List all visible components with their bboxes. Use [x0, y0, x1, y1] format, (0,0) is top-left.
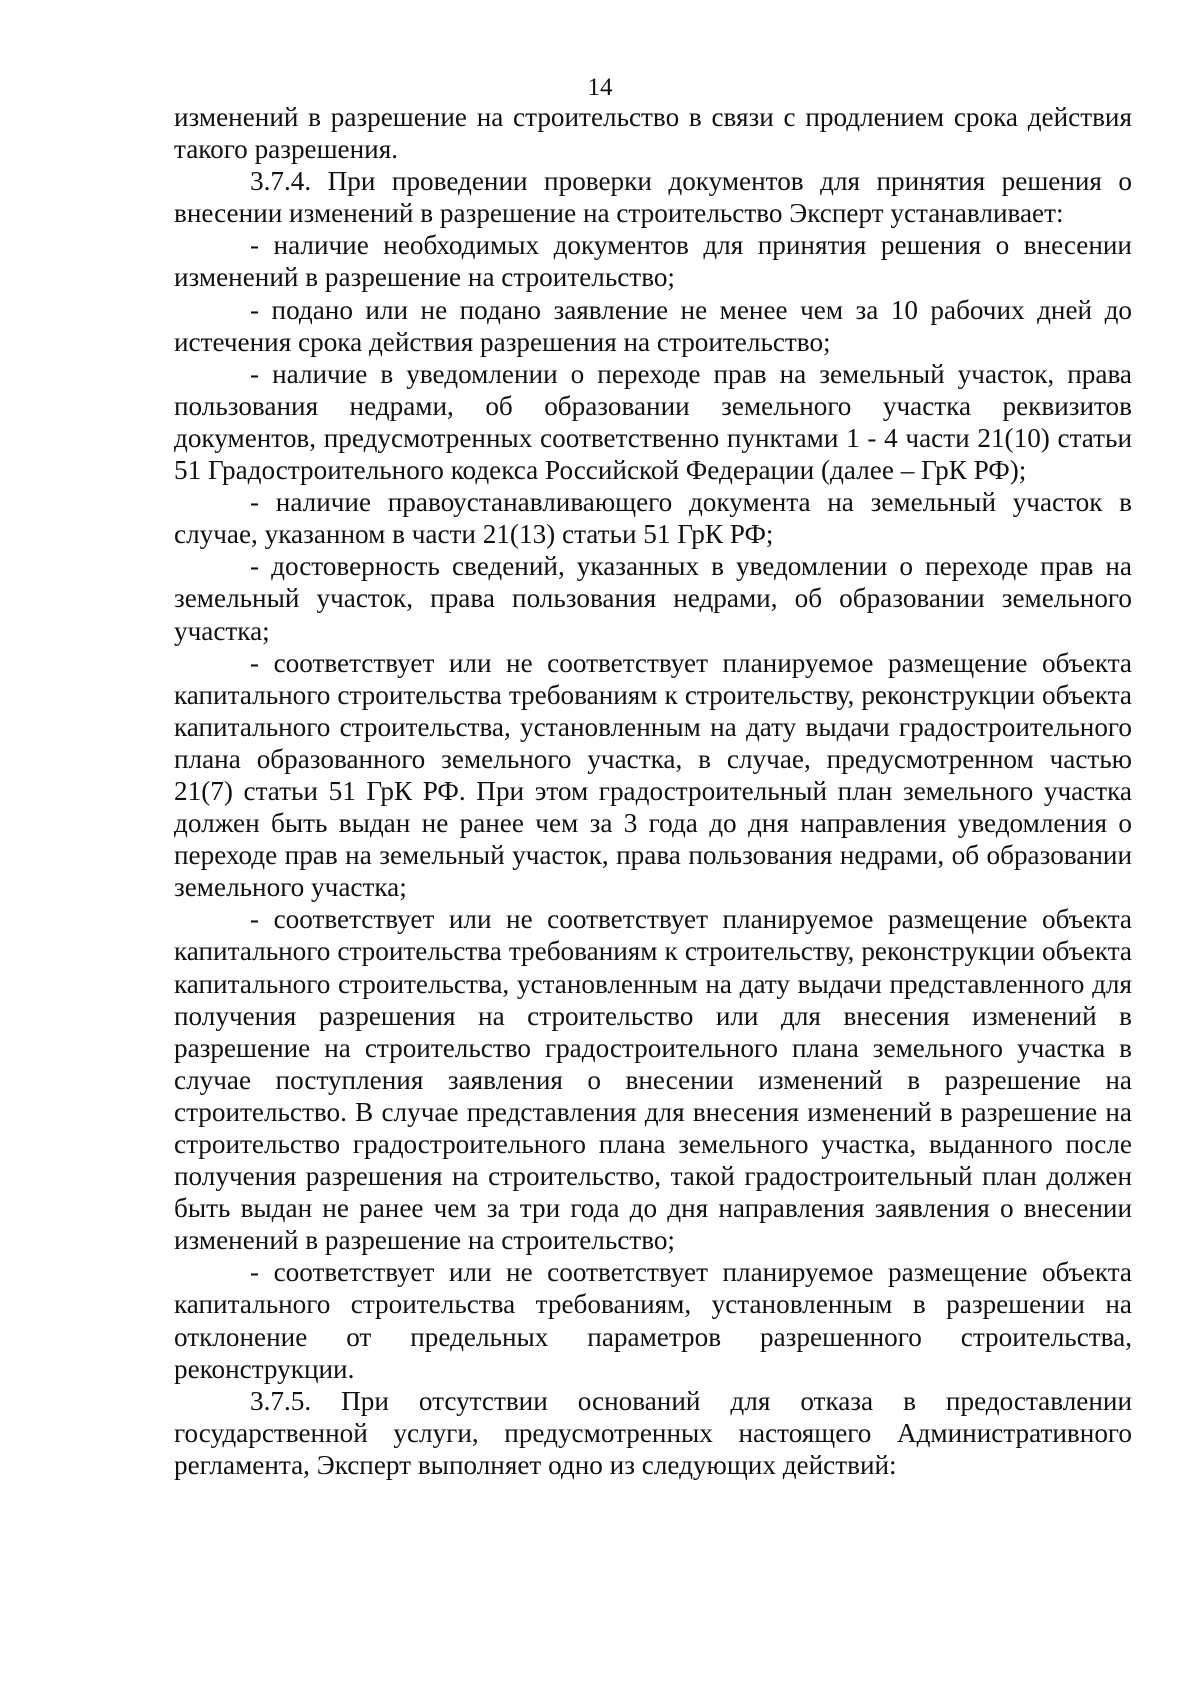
document-body	[174, 101, 1132, 1481]
list-item-compliance-formed-plot: - соответствует или не соответствует планируемое размещение объекта капитального строительства требованиям к строительству, реконструкции объекта капитального строительства, установленным на дату выдачи градостроительного плана образованного земельного участка, в случае, предусмотренном частью 21(7) статьи 51 ГрК РФ. При этом градостроительный план земельного участка должен быть выдан не ранее чем за 3 года до дня направления уведомления о переходе прав на земельный участок, права пользования недрами, об образовании земельного участка;	[174, 647, 1132, 903]
list-item-title-document: - наличие правоустанавливающего документа на земельный участок в случае, указанном в части 21(13) статьи 51 ГрК РФ;	[174, 487, 1132, 550]
page-number: 14	[587, 74, 613, 101]
paragraph-3-7-5: 3.7.5. При отсутствии оснований для отказа в предоставлении государственной услуги, предусмотренных настоящего Административного регламента, Эксперт выполняет одно из следующих действий:	[174, 1385, 1132, 1480]
list-item-application-deadline: - подано или не подано заявление не менее чем за 10 рабочих дней до истечения срока действия разрешения на строительство;	[174, 294, 1132, 357]
list-item-information-accuracy: - достоверность сведений, указанных в уведомлении о переходе прав на земельный участок, права пользования недрами, об образовании земельного участка;	[174, 551, 1132, 646]
paragraph-3-7-4: 3.7.4. При проведении проверки документов для принятия решения о внесении изменений в разрешение на строительство Эксперт устанавливает:	[174, 166, 1132, 229]
list-item-compliance-submitted-plan: - соответствует или не соответствует планируемое размещение объекта капитального строительства требованиям к строительству, реконструкции объекта капитального строительства, установленным на дату выдачи представленного для получения разрешения на строительство или для внесения изменений в разрешение на строительство градостроительного плана земельного участка в случае поступления заявления о внесении изменений в разрешение на строительство. В случае представления для внесения изменений в разрешение на строительство градостроительного плана земельного участка, выданного после получения разрешения на строительство, такой градостроительный план должен быть выдан не ранее чем за три года до дня направления заявления о внесении изменений в разрешение на строительство;	[174, 904, 1132, 1256]
list-item-notification-details: - наличие в уведомлении о переходе прав на земельный участок, права пользования недрами, об образовании земельного участка реквизитов документов, предусмотренных соответственно пунктами 1 - 4 части 21(10) статьи 51 Градостроительного кодекса Российской Федерации (далее – ГрК РФ);	[174, 358, 1132, 486]
paragraph-continuation: изменений в разрешение на строительство в связи с продлением срока действия такого разрешения.	[174, 102, 1132, 165]
list-item-required-documents: - наличие необходимых документов для принятия решения о внесении изменений в разрешение на строительство;	[174, 230, 1132, 293]
list-item-compliance-deviation-permit: - соответствует или не соответствует планируемое размещение объекта капитального строительства требованиям, установленным в разрешении на отклонение от предельных параметров разрешенного строительства, реконструкции.	[174, 1257, 1132, 1384]
